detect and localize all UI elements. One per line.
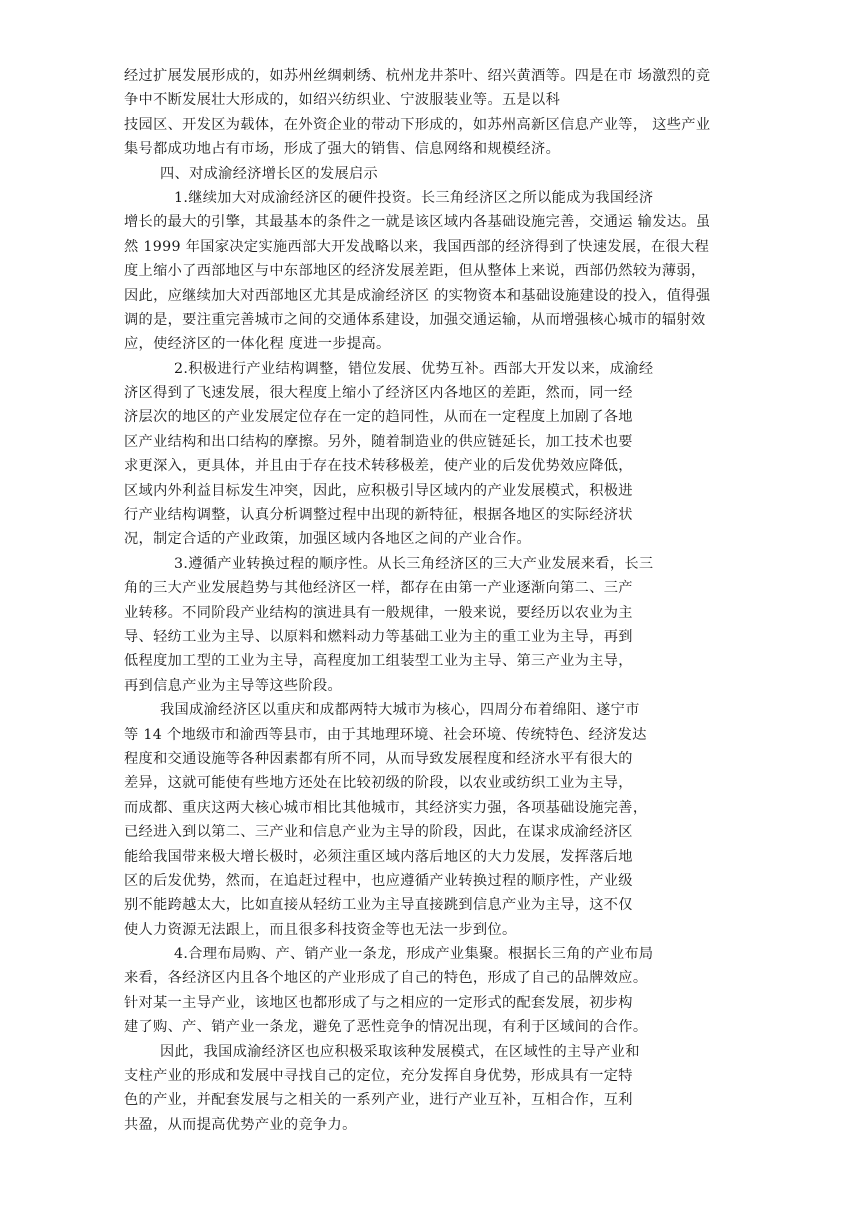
text-line: 能给我国带来极大增长极时，必须注重区域内落后地区的大力发展，发挥落后地	[124, 848, 633, 865]
text-line: 调的是，要注重完善城市之间的交通体系建设，加强交通运输，从而增强核心城市的辐射效	[124, 311, 706, 328]
text-line: 区产业结构和出口结构的摩擦。另外，随着制造业的供应链延长，加工技术也要	[124, 433, 633, 450]
text-line: 而成都、重庆这两大核心城市相比其他城市，其经济实力强，各项基础设施完善，	[124, 799, 648, 816]
text-line: 度上缩小了西部地区与中东部地区的经济发展差距，但从整体上来说，西部仍然较为薄弱，	[124, 263, 706, 280]
text-line: 因此，我国成渝经济区也应积极采取该种发展模式，在区域性的主导产业和	[160, 1043, 640, 1060]
text-line: 我国成渝经济区以重庆和成都两特大城市为核心，四周分布着绵阳、遂宁市	[160, 702, 640, 719]
text-line: 增长的最大的引擎，其最基本的条件之一就是该区域内各基础设施完善，交通运 输发达。虽	[124, 214, 711, 231]
text-line: 差异，这就可能使有些地方还处在比较初级的阶段，以农业或纺织工业为主导，	[124, 775, 633, 792]
text-line: 业转移。不同阶段产业结构的演进具有一般规律，一般来说，要经历以农业为主	[124, 604, 633, 621]
text-line: 角的三大产业发展趋势与其他经济区一样，都存在由第一产业逐渐向第二、三产	[124, 580, 633, 597]
text-line: 针对某一主导产业，该地区也都形成了与之相应的一定形式的配套发展，初步构	[124, 994, 633, 1011]
text-line: 共盈，从而提高优势产业的竞争力。	[124, 1116, 357, 1133]
text-line: 3.遵循产业转换过程的顺序性。从长三角经济区的三大产业发展来看，长三	[174, 555, 654, 572]
text-line: 支柱产业的形成和发展中寻找自己的定位，充分发挥自身优势，形成具有一定特	[124, 1068, 633, 1085]
text-line: 行产业结构调整，认真分析调整过程中出现的新特征，根据各地区的实际经济状	[124, 507, 633, 524]
text-line: 况，制定合适的产业政策，加强区域内各地区之间的产业合作。	[124, 531, 532, 548]
text-line: 区的后发优势，然而，在追赶过程中，也应遵循产业转换过程的顺序性，产业级	[124, 872, 633, 889]
document-body	[124, 64, 744, 1137]
text-line: 技园区、开发区为载体，在外资企业的带动下形成的，如苏州高新区信息产业等， 这些产业	[124, 116, 711, 133]
text-line: 经过扩展发展形成的，如苏州丝绸刺绣、杭州龙井茶叶、绍兴黄酒等。四是在市 场激烈的竞	[124, 68, 711, 84]
text-line: 集号都成功地占有市场，形成了强大的销售、信息网络和规模经济。	[124, 141, 561, 158]
text-line: 等 14 个地级市和渝西等县市，由于其地理环境、社会环境、传统特色、经济发达	[124, 726, 647, 743]
text-line: 程度和交通设施等各种因素都有所不同，从而导致发展程度和经济水平有很大的	[124, 750, 633, 767]
text-line: 建了购、产、销产业一条龙，避免了恶性竞争的情况出现，有利于区域间的合作。	[124, 1019, 648, 1036]
text-line: 争中不断发展壮大形成的，如绍兴纺织业、宁波服装业等。五是以科	[124, 92, 561, 109]
text-line: 使人力资源无法跟上，而且很多科技资金等也无法一步到位。	[124, 921, 517, 938]
text-line: 区域内外利益目标发生冲突，因此，应积极引导区域内的产业发展模式，积极进	[124, 482, 633, 499]
text-line: 来看，各经济区内且各个地区的产业形成了自己的特色，形成了自己的品牌效应。	[124, 970, 648, 987]
text-line: 导、轻纺工业为主导、以原料和燃料动力等基础工业为主的重工业为主导，再到	[124, 628, 633, 645]
text-line: 低程度加工型的工业为主导，高程度加工组装型工业为主导、第三产业为主导，	[124, 653, 633, 670]
text-line: 1.继续加大对成渝经济区的硬件投资。长三角经济区之所以能成为我国经济	[174, 189, 654, 206]
text-line: 再到信息产业为主导等这些阶段。	[124, 677, 343, 694]
text-line: 色的产业，并配套发展与之相关的一系列产业，进行产业互补，互相合作，互利	[124, 1092, 633, 1109]
text-line: 济区得到了飞速发展，很大程度上缩小了经济区内各地区的差距，然而，同一经	[124, 385, 633, 402]
text-line: 已经进入到以第二、三产业和信息产业为主导的阶段，因此，在谋求成渝经济区	[124, 824, 633, 841]
text-line: 济层次的地区的产业发展定位存在一定的趋同性，从而在一定程度上加剧了各地	[124, 409, 633, 426]
text-line: 应，使经济区的一体化程 度进一步提高。	[124, 336, 391, 353]
text-line: 因此，应继续加大对西部地区尤其是成渝经济区 的实物资本和基础设施建设的投入，值得强	[124, 287, 711, 304]
text-line: 4.合理布局购、产、销产业一条龙，形成产业集聚。根据长三角的产业布局	[174, 946, 654, 963]
text-line: 求更深入，更具体，并且由于存在技术转移极差，使产业的后发优势效应降低，	[124, 458, 633, 475]
text-line: 2.积极进行产业结构调整，错位发展、优势互补。西部大开发以来，成渝经	[174, 360, 654, 377]
text-line: 四、对成渝经济增长区的发展启示	[160, 165, 379, 182]
text-line: 然 1999 年国家决定实施西部大开发战略以来，我国西部的经济得到了快速发展，在很大程	[124, 238, 710, 255]
text-line: 别不能跨越太大，比如直接从轻纺工业为主导直接跳到信息产业为主导，这不仅	[124, 897, 633, 914]
